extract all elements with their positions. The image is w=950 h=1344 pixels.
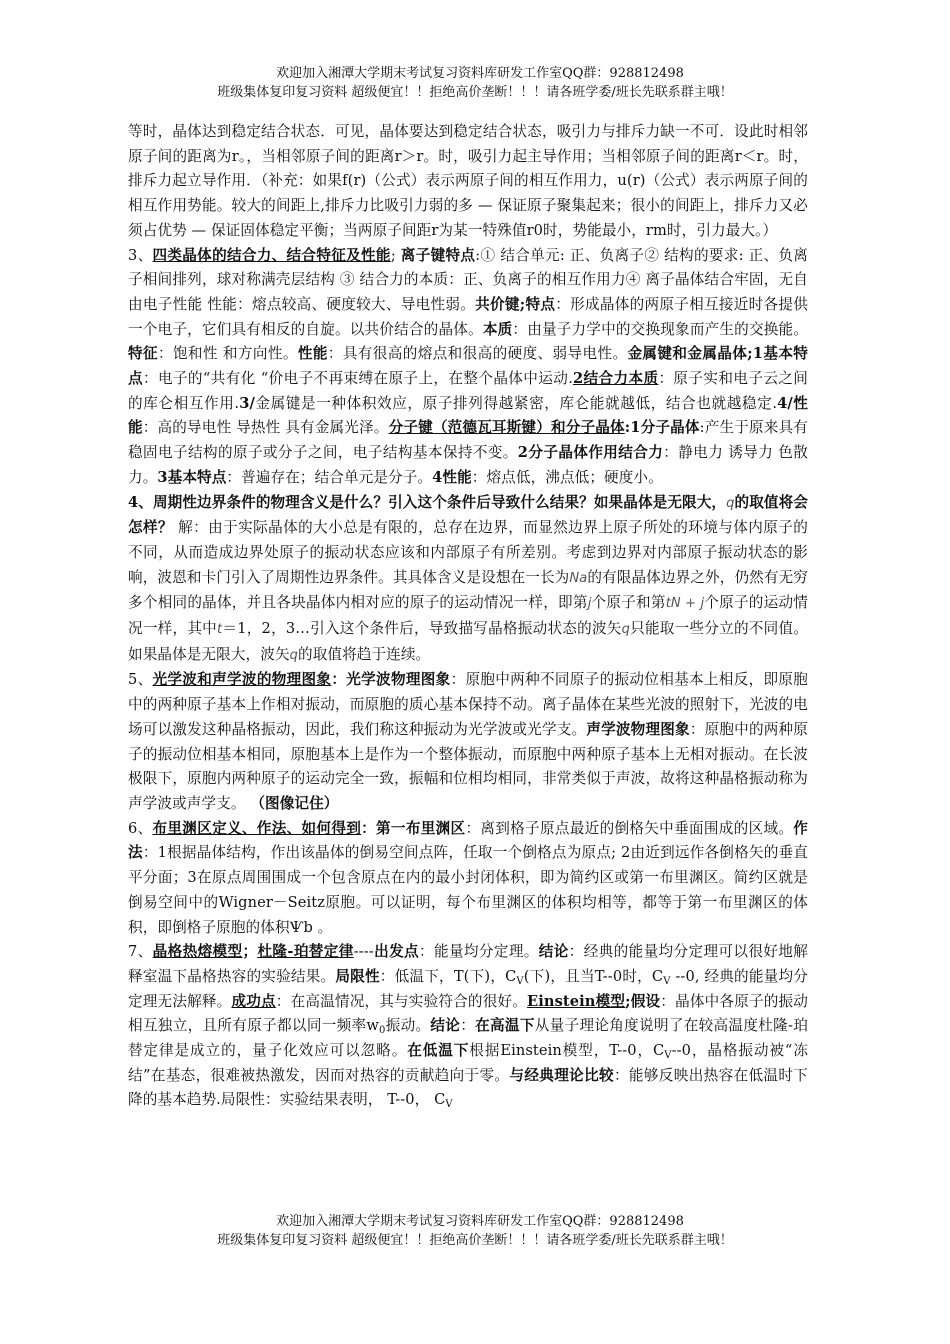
header-line-1: 欢迎加入湘潭大学期末考试复习资料库研发工作室QQ群：928812498	[276, 66, 684, 81]
intro-paragraph: 等时，晶体达到稳定结合状态．可见，晶体要达到稳定结合状态，吸引力与排斥力缺一不可．设此时相邻原子间的距离为r。，当相邻原子间的距离r＞r。时，吸引力起主导作用；当相邻原子间的距离r＜r。时，排斥力起立导作用．（补充：如果f(r)（公式）表示两原子间的相互作用力，u(r)（公式）表示两原子间的相互作用势能。较大的间距上,排斥力比吸引力弱的多 — 保证原子聚集起来；很小的间距上，排斥力又必须占优势 — 保证固体稳定平衡；当两原子间距r为某一特殊值r0时，势能最小，rm时，引力最大。）	[128, 123, 808, 239]
document-body	[128, 120, 808, 1113]
footer-line-1: 欢迎加入湘潭大学期末考试复习资料库研发工作室QQ群：928812498	[276, 1214, 684, 1229]
section-4-question: 4、周期性边界条件的物理含义是什么？引入这个条件后导致什么结果？如果晶体是无限大，	[128, 493, 727, 511]
header-line-2: 班级集体复印复习资料 超级便宜！！拒绝高价垄断！！！请各班学委/班长先联系群主哦！	[217, 85, 733, 100]
section-6: 6、布里渊区定义、作法、如何得到：第一布里渊区：离到格子原点最近的倒格矢中垂面围成的区域。作法：1根据晶体结构，作出该晶体的倒易空间点阵，任取一个倒格点为原点; 2由近到远作各倒格矢的垂直平分面；3在原点周围围成一个包含原点在内的最小封闭体积，即为简约区或第一布里渊区。简约区就是倒易空间中的Wigner－Seitz原胞。可以证明，每个布里渊区的体积均相等，都等于第一布里渊区的体积，即倒格子原胞的体积Ѱb 。	[128, 819, 808, 936]
page-header	[0, 64, 950, 102]
footer-line-2: 班级集体复印复习资料 超级便宜！！拒绝高价垄断！！！请各班学委/班长先联系群主哦！	[217, 1233, 733, 1248]
section-6-title: 布里渊区定义、作法、如何得到	[152, 819, 362, 837]
section-3-title: 四类晶体的结合力、结合特征及性能	[152, 246, 391, 264]
section-5: 5、光学波和声学波的物理图象：光学波物理图象：原胞中两种不同原子的振动位相基本上相反，即原胞中的两种原子基本上作相对振动，而原胞的质心基本保持不动。离子晶体在某些光波的照射下，光波的电场可以激发这种晶格振动，因此，我们称这种振动为光学波或光学支。声学波物理图象：原胞中的两种原子的振动位相基本相同，原胞基本上是作为一个整体振动，而原胞中两种原子基本上无相对振动。在长波极限下，原胞内两种原子的运动完全一致，振幅和位相均相同，非常类似于声波，故将这种晶格振动称为声学波或声学支。 （图像记住）	[128, 671, 808, 812]
section-5-title: 光学波和声学波的物理图象	[152, 671, 332, 689]
section-7-title: 晶格热熔模型	[152, 943, 243, 961]
page-footer	[0, 1212, 950, 1250]
section-7: 7、晶格热熔模型；杜隆-珀替定律----出发点：能量均分定理。结论：经典的能量均分定理可以很好地解释室温下晶格热容的实验结果。局限性：低温下，T(下)，$C_V$(下)，且当T--0时，$C_V$ --0, 经典的能量均分定理无法解释。成功点：在高温情况，其与实验符合的很好。Einstein模型;假设：晶体中各原子的振动相互独立，且所有原子都以同一频率$w_0$振动。结论：在高温下从量子理论角度说明了在较高温度杜隆-珀替定律是成立的，量子化效应可以忽略。在低温下根据Einstein模型，T--0，$C_V--0$，晶格振动被“冻结”在基态，很难被热激发，因而对热容的贡献趋向于零。与经典理论比较：能够反映出热容在低温时下降的基本趋势.局限性：实验结果表明， T--0， $C_V$	[128, 943, 809, 1111]
section-3: 3、四类晶体的结合力、结合特征及性能; 离子键特点:① 结合单元: 正、负离子② 结构的要求: 正、负离子相间排列，球对称满壳层结构 ③ 结合力的本质：正、负离子的相互作用力④ 离子晶体结合牢固，无自由电子性能 性能：熔点较高、硬度较大、导电性弱。共价键;特点：形成晶体的两原子相互接近时各提供一个电子，它们具有相反的自旋。以共价结合的晶体。本质：由量子力学中的交换现象而产生的交换能。特征：饱和性 和方向性。性能：具有很高的熔点和很高的硬度、弱导电性。金属键和金属晶体;1基本特点：电子的“共有化 “价电子不再束缚在原子上，在整个晶体中运动.2结合力本质：原子实和电子云之间的库仑相互作用.3/金属键是一种体积效应，原子排列得越紧密，库仑能就越低，结合也就越稳定.4/性能：高的导电性 导热性 具有金属光泽。分子键（范德瓦耳斯键）和分子晶体:1分子晶体:产生于原来具有稳固电子结构的原子或分子之间，电子结构基本保持不变。2分子晶体作用结合力：静电力 诱导力 色散力。3基本特点：普遍存在；结合单元是分子。4性能：熔点低，沸点低；硬度小。	[128, 246, 808, 486]
section-4: 4、周期性边界条件的物理含义是什么？引入这个条件后导致什么结果？如果晶体是无限大，q的取值将会怎样？ 解：由于实际晶体的大小总是有限的，总存在边界，而显然边界上原子所处的环境与体内原子的不同，从而造成边界处原子的振动状态应该和内部原子有所差别。考虑到边界对内部原子振动状态的影响，波恩和卡门引入了周期性边界条件。其具体含义是设想在一长为Na的有限晶体边界之外，仍然有无穷多个相同的晶体，并且各块晶体内相对应的原子的运动情况一样，即第j个原子和第tN + j个原子的运动情况一样，其中t＝1，2，3…引入这个条件后，导致描写晶格振动状态的波矢q只能取一些分立的不同值。如果晶体是无限大，波矢q的取值将趋于连续。	[128, 493, 809, 663]
